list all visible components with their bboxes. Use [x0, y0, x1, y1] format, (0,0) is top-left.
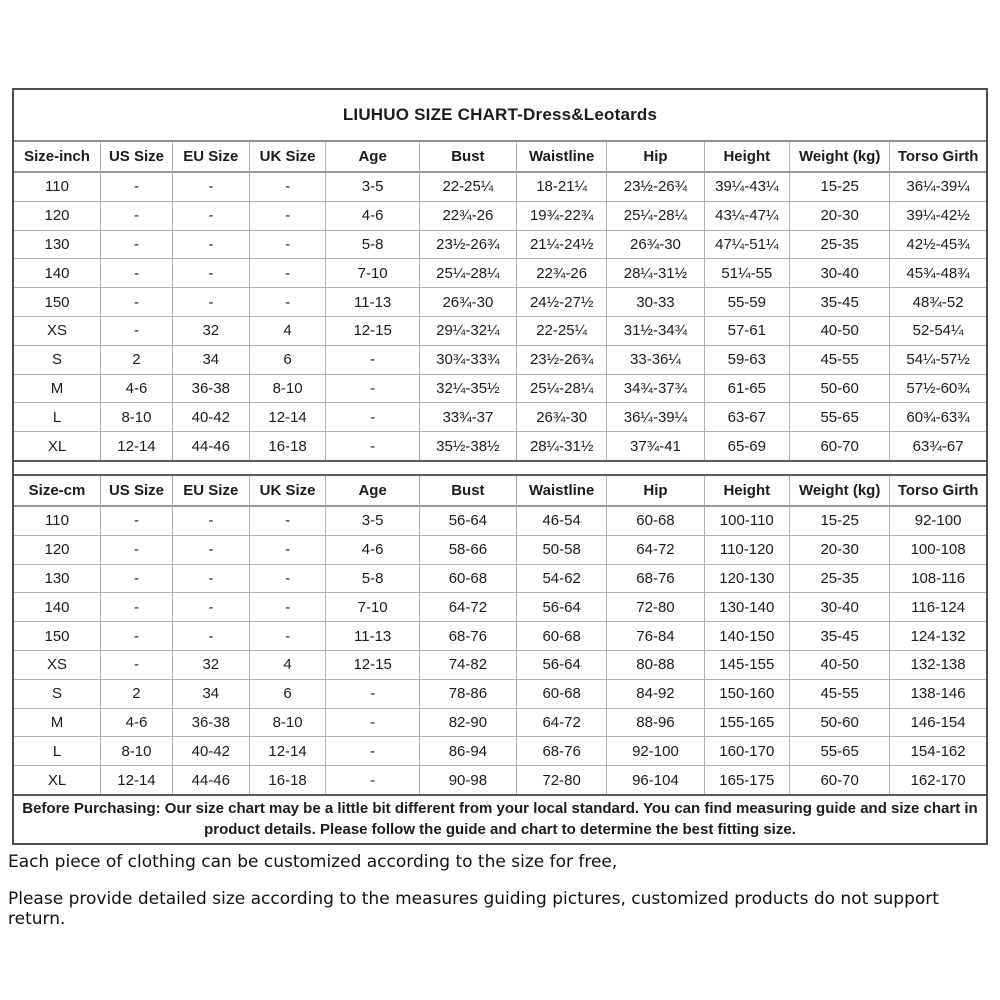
table-row	[14, 506, 986, 535]
table-cell: 35-45	[790, 288, 890, 317]
table-cell: 92-100	[607, 737, 704, 766]
table-cell: 12-15	[326, 316, 419, 345]
table-cell: 8-10	[249, 374, 326, 403]
table-cell: 82-90	[419, 708, 516, 737]
table-cell: 96-104	[607, 766, 704, 794]
table-cell: -	[326, 708, 419, 737]
table-cell: -	[249, 535, 326, 564]
table-cell: 11-13	[326, 622, 419, 651]
table-cell: -	[172, 622, 249, 651]
table-cell: -	[101, 172, 173, 201]
column-header: Bust	[419, 476, 516, 506]
table-cell: 12-14	[249, 737, 326, 766]
table-cell: 32	[172, 650, 249, 679]
table-cell: -	[101, 650, 173, 679]
before-purchasing-note: Before Purchasing: Our size chart may be a little bit different from your local standard. You can find measuring guide and size chart in product details. Please follow the guide and chart to determine the best fitting size.	[14, 794, 986, 843]
table-cell: S	[14, 679, 101, 708]
table-cell: 36-38	[172, 708, 249, 737]
column-header: EU Size	[172, 476, 249, 506]
table-cell: 47¼-51¼	[704, 230, 790, 259]
table-cell: XS	[14, 650, 101, 679]
table-cell: 4-6	[101, 708, 173, 737]
column-header: Bust	[419, 142, 516, 172]
table-cell: 150	[14, 288, 101, 317]
table-cell: -	[249, 593, 326, 622]
table-cell: -	[326, 345, 419, 374]
table-cell: -	[101, 201, 173, 230]
table-cell: 138-146	[890, 679, 986, 708]
table-cell: 46-54	[516, 506, 606, 535]
table-cell: 36¼-39¼	[890, 172, 986, 201]
table-cell: -	[326, 374, 419, 403]
table-cell: 165-175	[704, 766, 790, 794]
table-cell: 56-64	[516, 650, 606, 679]
table-cell: 6	[249, 345, 326, 374]
table-cell: -	[249, 288, 326, 317]
table-row	[14, 432, 986, 460]
table-cell: 140-150	[704, 622, 790, 651]
table-cell: 45¾-48¾	[890, 259, 986, 288]
table-row	[14, 593, 986, 622]
table-cell: 108-116	[890, 564, 986, 593]
table-cell: 100-110	[704, 506, 790, 535]
table-cell: -	[101, 506, 173, 535]
table-cell: XL	[14, 766, 101, 794]
table-cell: 29¼-32¼	[419, 316, 516, 345]
size-chart-title: LIUHUO SIZE CHART-Dress&Leotards	[14, 90, 986, 142]
table-cell: 22-25¼	[516, 316, 606, 345]
column-header: Height	[704, 476, 790, 506]
table-row	[14, 316, 986, 345]
table-cell: 15-25	[790, 506, 890, 535]
table-cell: -	[172, 506, 249, 535]
table-cell: 8-10	[101, 403, 173, 432]
table-cell: 65-69	[704, 432, 790, 460]
table-cell: -	[101, 316, 173, 345]
table-cell: 150	[14, 622, 101, 651]
column-header: UK Size	[249, 142, 326, 172]
table-cell: 45-55	[790, 345, 890, 374]
table-cell: 25-35	[790, 230, 890, 259]
table-cell: 132-138	[890, 650, 986, 679]
column-header: US Size	[101, 476, 173, 506]
column-header: Hip	[607, 476, 704, 506]
table-cell: 110	[14, 172, 101, 201]
column-header: Size-inch	[14, 142, 101, 172]
table-cell: -	[326, 737, 419, 766]
table-cell: 116-124	[890, 593, 986, 622]
table-cell: -	[249, 564, 326, 593]
table-cell: 88-96	[607, 708, 704, 737]
table-cell: 7-10	[326, 259, 419, 288]
column-header: Waistline	[516, 476, 606, 506]
table-cell: 40-50	[790, 650, 890, 679]
table-cell: 48¾-52	[890, 288, 986, 317]
table-cell: 33-36¼	[607, 345, 704, 374]
table-cell: 60-70	[790, 766, 890, 794]
table-cell: 3-5	[326, 506, 419, 535]
table-cell: 8-10	[101, 737, 173, 766]
table-cell: 150-160	[704, 679, 790, 708]
table-cell: 25-35	[790, 564, 890, 593]
table-cell: 23½-26¾	[607, 172, 704, 201]
table-cell: 55-59	[704, 288, 790, 317]
table-cell: 56-64	[419, 506, 516, 535]
table-cell: 120-130	[704, 564, 790, 593]
table-cell: 16-18	[249, 432, 326, 460]
table-cell: -	[249, 622, 326, 651]
customization-note: Each piece of clothing can be customized according to the size for free,	[8, 852, 618, 872]
table-cell: 20-30	[790, 201, 890, 230]
table-cell: 30¾-33¾	[419, 345, 516, 374]
table-cell: 130	[14, 564, 101, 593]
table-cell: 51¼-55	[704, 259, 790, 288]
table-cell: 28¼-31½	[607, 259, 704, 288]
table-cell: 7-10	[326, 593, 419, 622]
table-cell: 12-14	[249, 403, 326, 432]
column-header: Height	[704, 142, 790, 172]
table-cell: 64-72	[607, 535, 704, 564]
table-cell: 52-54¼	[890, 316, 986, 345]
table-cell: 44-46	[172, 432, 249, 460]
table-cell: -	[172, 259, 249, 288]
table-cell: 45-55	[790, 679, 890, 708]
table-cell: -	[101, 259, 173, 288]
table-cell: -	[172, 230, 249, 259]
table-row	[14, 622, 986, 651]
table-cell: M	[14, 708, 101, 737]
table-cell: -	[101, 288, 173, 317]
table-cell: 72-80	[607, 593, 704, 622]
table-cell: 80-88	[607, 650, 704, 679]
table-cell: 100-108	[890, 535, 986, 564]
column-header: Age	[326, 142, 419, 172]
table-cell: -	[326, 432, 419, 460]
table-cell: 34	[172, 679, 249, 708]
table-cell: 22¾-26	[516, 259, 606, 288]
table-cell: 35-45	[790, 622, 890, 651]
table-cell: 36¼-39¼	[607, 403, 704, 432]
table-row	[14, 708, 986, 737]
table-cell: 63¾-67	[890, 432, 986, 460]
table-cell: 31½-34¾	[607, 316, 704, 345]
table-cell: 60-70	[790, 432, 890, 460]
table-cell: 42½-45¾	[890, 230, 986, 259]
table-cell: 3-5	[326, 172, 419, 201]
table-cell: 5-8	[326, 564, 419, 593]
table-cell: 54-62	[516, 564, 606, 593]
column-header: Age	[326, 476, 419, 506]
table-cell: -	[172, 593, 249, 622]
table-cell: 35½-38½	[419, 432, 516, 460]
table-cell: 25¼-28¼	[516, 374, 606, 403]
table-row	[14, 201, 986, 230]
table-cell: 5-8	[326, 230, 419, 259]
table-divider	[14, 460, 986, 476]
table-cell: 33¾-37	[419, 403, 516, 432]
table-cell: 25¼-28¼	[419, 259, 516, 288]
table-row	[14, 679, 986, 708]
table-row	[14, 345, 986, 374]
table-cell: 12-15	[326, 650, 419, 679]
size-table-cm	[14, 476, 986, 794]
table-cell: -	[101, 593, 173, 622]
table-row	[14, 374, 986, 403]
table-cell: 39¼-43¼	[704, 172, 790, 201]
table-cell: -	[101, 622, 173, 651]
table-cell: 130-140	[704, 593, 790, 622]
table-cell: 86-94	[419, 737, 516, 766]
table-cell: 140	[14, 259, 101, 288]
table-cell: L	[14, 403, 101, 432]
column-header: Size-cm	[14, 476, 101, 506]
table-row	[14, 564, 986, 593]
table-cell: 146-154	[890, 708, 986, 737]
table-row	[14, 172, 986, 201]
table-cell: 60-68	[419, 564, 516, 593]
table-cell: 19¾-22¾	[516, 201, 606, 230]
column-header: Weight (kg)	[790, 142, 890, 172]
table-cell: 54¼-57½	[890, 345, 986, 374]
table-cell: 4-6	[326, 201, 419, 230]
table-cell: 34	[172, 345, 249, 374]
table-cell: 120	[14, 535, 101, 564]
table-cell: -	[172, 535, 249, 564]
table-cell: -	[249, 172, 326, 201]
table-cell: 90-98	[419, 766, 516, 794]
table-cell: M	[14, 374, 101, 403]
table-cell: 78-86	[419, 679, 516, 708]
table-cell: 37¾-41	[607, 432, 704, 460]
table-cell: 50-60	[790, 708, 890, 737]
table-cell: -	[172, 172, 249, 201]
table-cell: -	[101, 535, 173, 564]
table-cell: 64-72	[516, 708, 606, 737]
table-row	[14, 403, 986, 432]
table-cell: L	[14, 737, 101, 766]
table-cell: 16-18	[249, 766, 326, 794]
table-cell: 25¼-28¼	[607, 201, 704, 230]
table-cell: 39¼-42½	[890, 201, 986, 230]
table-cell: 74-82	[419, 650, 516, 679]
table-cell: 64-72	[419, 593, 516, 622]
column-header: Hip	[607, 142, 704, 172]
table-cell: -	[326, 679, 419, 708]
header-row	[14, 476, 986, 506]
table-cell: 12-14	[101, 432, 173, 460]
table-cell: 4	[249, 650, 326, 679]
table-cell: 120	[14, 201, 101, 230]
table-cell: 2	[101, 679, 173, 708]
table-cell: 160-170	[704, 737, 790, 766]
table-cell: 55-65	[790, 737, 890, 766]
size-chart-box	[12, 88, 988, 845]
table-row	[14, 650, 986, 679]
table-cell: 76-84	[607, 622, 704, 651]
table-cell: 8-10	[249, 708, 326, 737]
table-cell: 50-58	[516, 535, 606, 564]
column-header: Weight (kg)	[790, 476, 890, 506]
table-cell: 30-33	[607, 288, 704, 317]
table-cell: -	[249, 230, 326, 259]
column-header: Waistline	[516, 142, 606, 172]
table-cell: 28¼-31½	[516, 432, 606, 460]
table-cell: 22¾-26	[419, 201, 516, 230]
table-cell: 40-50	[790, 316, 890, 345]
table-cell: 23½-26¾	[516, 345, 606, 374]
column-header: US Size	[101, 142, 173, 172]
table-cell: 50-60	[790, 374, 890, 403]
table-cell: 56-64	[516, 593, 606, 622]
table-cell: 6	[249, 679, 326, 708]
table-cell: 61-65	[704, 374, 790, 403]
table-cell: 60¾-63¾	[890, 403, 986, 432]
table-cell: 4	[249, 316, 326, 345]
table-cell: 2	[101, 345, 173, 374]
table-cell: 68-76	[419, 622, 516, 651]
return-policy-note: Please provide detailed size according to the measures guiding pictures, customized products do not support return.	[8, 889, 939, 929]
table-cell: S	[14, 345, 101, 374]
table-cell: 57-61	[704, 316, 790, 345]
table-cell: -	[172, 288, 249, 317]
table-cell: 68-76	[516, 737, 606, 766]
table-cell: 110	[14, 506, 101, 535]
bottom-notes	[8, 852, 992, 946]
table-cell: 124-132	[890, 622, 986, 651]
table-cell: -	[249, 201, 326, 230]
table-cell: 40-42	[172, 403, 249, 432]
table-cell: 63-67	[704, 403, 790, 432]
table-cell: 26¾-30	[419, 288, 516, 317]
column-header: Torso Girth	[890, 476, 986, 506]
table-cell: 12-14	[101, 766, 173, 794]
table-row	[14, 737, 986, 766]
table-cell: 24½-27½	[516, 288, 606, 317]
table-cell: 154-162	[890, 737, 986, 766]
table-cell: 60-68	[516, 679, 606, 708]
table-cell: 84-92	[607, 679, 704, 708]
table-cell: 30-40	[790, 259, 890, 288]
table-cell: 32¼-35½	[419, 374, 516, 403]
table-cell: 18-21¼	[516, 172, 606, 201]
table-cell: 110-120	[704, 535, 790, 564]
column-header: EU Size	[172, 142, 249, 172]
table-cell: 57½-60¾	[890, 374, 986, 403]
table-cell: 140	[14, 593, 101, 622]
table-cell: 58-66	[419, 535, 516, 564]
table-cell: -	[326, 766, 419, 794]
table-cell: 43¼-47¼	[704, 201, 790, 230]
table-cell: 23½-26¾	[419, 230, 516, 259]
table-cell: 68-76	[607, 564, 704, 593]
table-cell: 60-68	[607, 506, 704, 535]
table-cell: 162-170	[890, 766, 986, 794]
table-cell: 130	[14, 230, 101, 259]
table-cell: 145-155	[704, 650, 790, 679]
table-cell: 72-80	[516, 766, 606, 794]
table-cell: 34¾-37¾	[607, 374, 704, 403]
table-cell: XL	[14, 432, 101, 460]
table-cell: 21¼-24½	[516, 230, 606, 259]
table-cell: -	[249, 506, 326, 535]
table-cell: -	[101, 230, 173, 259]
header-row	[14, 142, 986, 172]
table-row	[14, 259, 986, 288]
table-row	[14, 535, 986, 564]
table-cell: XS	[14, 316, 101, 345]
table-cell: -	[326, 403, 419, 432]
table-cell: 60-68	[516, 622, 606, 651]
table-cell: 4-6	[101, 374, 173, 403]
table-cell: -	[249, 259, 326, 288]
size-table-inch	[14, 142, 986, 460]
table-cell: 36-38	[172, 374, 249, 403]
table-row	[14, 766, 986, 794]
table-cell: 20-30	[790, 535, 890, 564]
table-cell: 44-46	[172, 766, 249, 794]
table-row	[14, 288, 986, 317]
table-cell: 22-25¼	[419, 172, 516, 201]
column-header: Torso Girth	[890, 142, 986, 172]
table-cell: -	[172, 201, 249, 230]
table-cell: 59-63	[704, 345, 790, 374]
table-cell: 15-25	[790, 172, 890, 201]
table-cell: 32	[172, 316, 249, 345]
table-cell: 4-6	[326, 535, 419, 564]
table-cell: 40-42	[172, 737, 249, 766]
column-header: UK Size	[249, 476, 326, 506]
table-cell: 11-13	[326, 288, 419, 317]
table-cell: 26¾-30	[607, 230, 704, 259]
table-cell: 55-65	[790, 403, 890, 432]
table-cell: 155-165	[704, 708, 790, 737]
table-cell: 30-40	[790, 593, 890, 622]
table-cell: -	[172, 564, 249, 593]
table-cell: 26¾-30	[516, 403, 606, 432]
table-cell: -	[101, 564, 173, 593]
table-cell: 92-100	[890, 506, 986, 535]
table-row	[14, 230, 986, 259]
